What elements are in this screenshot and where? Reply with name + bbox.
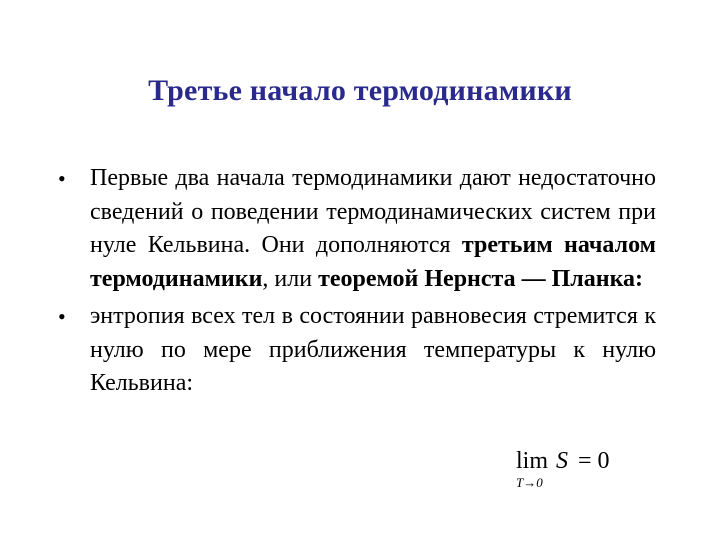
slide-content (58, 162, 656, 405)
bullet-2-text: энтропия всех тел в состоянии равновесия стремится к нулю по мере приближения температуры к нулю Кельвина: (90, 303, 656, 396)
formula-lim: lim (516, 448, 549, 474)
formula-subscript: T→0 (516, 475, 543, 490)
limit-formula (514, 448, 624, 492)
formula-variable: S (556, 448, 568, 474)
bullet-1-text-a: Первые два начала термодинамики дают недостаточно сведений о поведении термодинамических систем при нуле Кельвина. Они дополняются (90, 165, 656, 258)
bullet-1-text-b: , или (262, 265, 319, 292)
bullet-1-bold-a: третьим началом термодинамики (90, 232, 656, 292)
bullet-1-bold-b: теоремой Нернста — Планка: (318, 265, 644, 292)
bullet-item-2 (58, 300, 656, 401)
bullet-dot-icon: • (58, 166, 66, 191)
formula-equals: = 0 (578, 448, 610, 474)
slide-title: Третье начало термодинамики (148, 74, 572, 107)
bullet-dot-icon: • (58, 304, 66, 329)
bullet-item-1 (58, 162, 656, 296)
